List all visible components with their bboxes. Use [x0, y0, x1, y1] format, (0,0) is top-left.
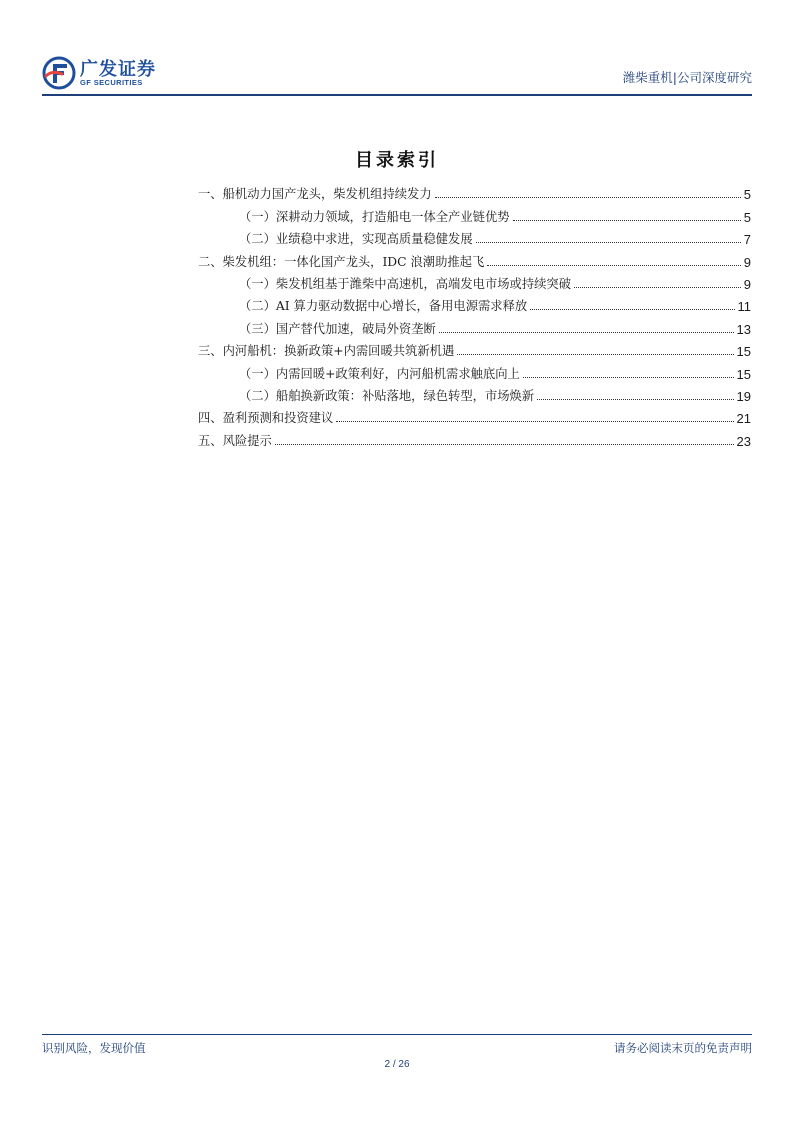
toc-entry-page: 9 — [743, 276, 751, 292]
footer-slogan: 识别风险，发现价值 — [42, 1041, 146, 1055]
toc-entry-label: （二）业绩稳中求进，实现高质量稳健发展 — [239, 232, 473, 247]
toc-entry[interactable] — [198, 359, 751, 381]
page-number: 2 / 26 — [384, 1059, 410, 1070]
toc-title: 目录索引 — [355, 150, 439, 171]
toc-entry-label: （三）国产替代加速，破局外资垄断 — [239, 321, 436, 336]
gf-logo-icon — [42, 56, 76, 90]
toc-entry[interactable] — [198, 404, 751, 426]
toc-entry-page: 23 — [736, 433, 751, 449]
toc-entry-page: 5 — [743, 209, 751, 225]
toc-entry-label: 四、盈利预测和投资建议 — [198, 411, 334, 426]
toc-entry-page: 5 — [743, 187, 751, 203]
toc-leader-dots — [530, 308, 734, 310]
toc-entry[interactable] — [198, 314, 751, 336]
toc-entry[interactable] — [198, 180, 751, 202]
toc-entry-label: 一、船机动力国产龙头，柴发机组持续发力 — [198, 187, 432, 202]
toc-leader-dots — [275, 443, 734, 445]
toc-entry-page: 9 — [743, 254, 751, 270]
toc-entry-page: 15 — [736, 366, 751, 382]
toc-entry-page: 21 — [736, 411, 751, 427]
toc-entry[interactable] — [198, 202, 751, 224]
toc-entry-label: （一）内需回暖+政策利好，内河船机需求触底向上 — [239, 366, 520, 381]
toc-leader-dots — [476, 241, 741, 243]
toc-entry[interactable] — [198, 247, 751, 269]
toc-entry-label: （二）船舶换新政策：补贴落地，绿色转型，市场焕新 — [239, 388, 535, 403]
toc-leader-dots — [457, 353, 733, 355]
toc-entry-page: 7 — [743, 232, 751, 248]
toc-entry-label: 二、柴发机组：一体化国产龙头，IDC 浪潮助推起飞 — [198, 254, 485, 269]
company-logo — [42, 54, 182, 94]
toc-entry[interactable] — [198, 382, 751, 404]
toc-entry[interactable] — [198, 426, 751, 448]
toc-entry-label: （一）柴发机组基于潍柴中高速机，高端发电市场或持续突破 — [239, 276, 572, 291]
toc-leader-dots — [435, 196, 741, 198]
footer-divider — [42, 1034, 752, 1035]
toc-leader-dots — [574, 286, 741, 288]
toc-entry-page: 19 — [736, 388, 751, 404]
toc-entry-label: 三、内河船机：换新政策+内需回暖共筑新机遇 — [198, 344, 455, 359]
toc-leader-dots — [513, 219, 741, 221]
toc-entry[interactable] — [198, 270, 751, 292]
toc-leader-dots — [439, 331, 734, 333]
toc-leader-dots — [537, 398, 733, 400]
toc-entry-label: （一）深耕动力领域，打造船电一体全产业链优势 — [239, 209, 510, 224]
table-of-contents — [198, 180, 751, 449]
logo-english-text: GF SECURITIES — [80, 78, 143, 87]
toc-leader-dots — [523, 376, 734, 378]
toc-entry-label: （二）AI 算力驱动数据中心增长，备用电源需求释放 — [239, 299, 528, 314]
toc-entry-page: 11 — [737, 299, 751, 315]
toc-leader-dots — [487, 264, 740, 266]
toc-entry-page: 13 — [736, 321, 751, 337]
toc-entry[interactable] — [198, 337, 751, 359]
toc-entry-page: 15 — [736, 344, 751, 360]
toc-entry[interactable] — [198, 292, 751, 314]
toc-entry[interactable] — [198, 225, 751, 247]
report-category: 潍柴重机|公司深度研究 — [622, 70, 752, 85]
toc-leader-dots — [336, 420, 733, 422]
page-header — [42, 54, 752, 94]
header-divider — [42, 94, 752, 96]
logo-chinese-text: 广发证券 — [80, 59, 156, 80]
footer-disclaimer-note: 请务必阅读末页的免责声明 — [614, 1041, 752, 1055]
toc-entry-label: 五、风险提示 — [198, 433, 272, 448]
